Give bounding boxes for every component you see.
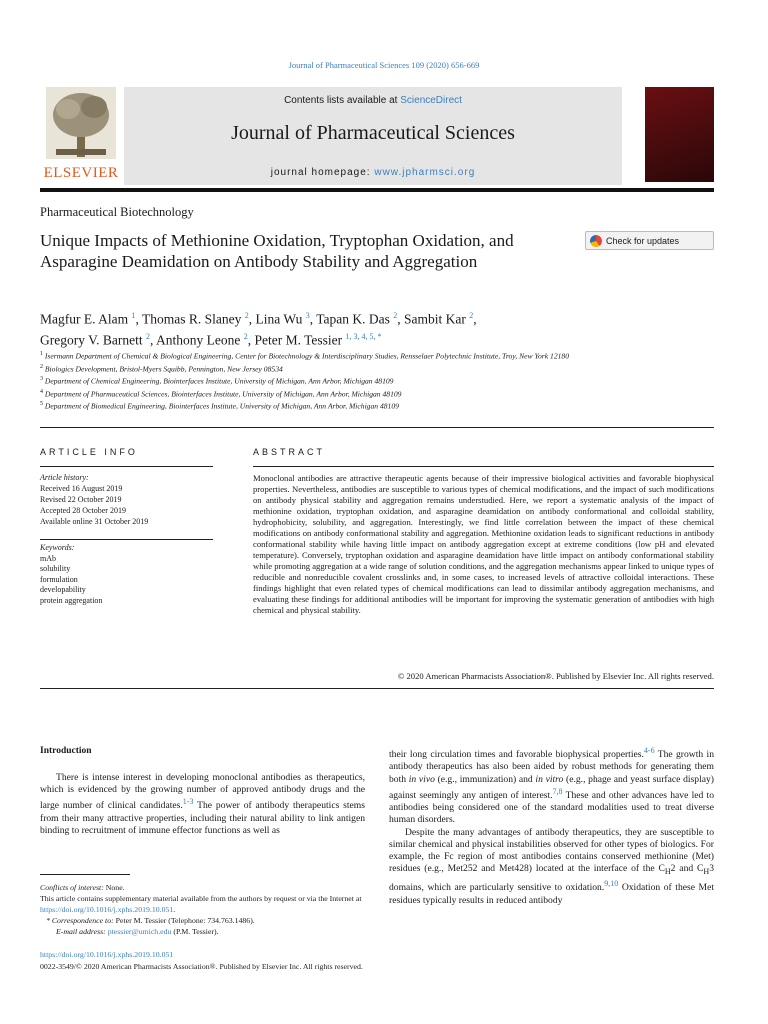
publisher-logo-text: ELSEVIER (43, 165, 119, 181)
journal-citation-link[interactable]: Journal of Pharmaceutical Sciences 109 (2020) 656-669 (288, 60, 480, 70)
keyword-item: formulation (40, 574, 78, 584)
author-name[interactable]: Thomas R. Slaney (142, 311, 242, 327)
author-list: Magfur E. Alam $^1$, Thomas R. Slaney $^2$, Lina Wu $^3$, Tapan K. Das $^2$, Sambit Kar $^2$, Gregory V. Barnett $^2$, Anthony Leone $^2$, Peter M. Tessier $^{1, 3, 4, 5, *}$ (40, 311, 477, 347)
article-info-heading: ARTICLE INFO (40, 447, 138, 457)
author-affil-ref[interactable]: 3 (305, 311, 310, 320)
contents-prefix: Contents lists available at (284, 95, 401, 106)
article-history (40, 472, 148, 527)
keyword-item: solubility (40, 564, 71, 573)
footnote-correspondence: * Correspondence to: Peter M. Tessier (Telephone: 734.763.1486). (46, 916, 255, 925)
history-item: Accepted 28 October 2019 (40, 506, 126, 515)
author-name[interactable]: Peter M. Tessier (254, 332, 343, 347)
header-divider (40, 188, 714, 192)
article-title: Unique Impacts of Methionine Oxidation, Tryptophan Oxidation, and Asparagine Deamidation on Antibody Stability and Aggregation (40, 231, 514, 271)
body-left-column: There is intense interest in developing monoclonal antibodies as therapeutics, which is evidenced by the growing number of approved antibody drugs and the large number of clinical candidates.$^{1-3}$ The power of antibody therapeutics stems from their many attractive properties, including their natural ability to link antigen binding to recruitment of immune effector functions as well as (40, 772, 366, 836)
author-affil-ref[interactable]: 1, 3, 4, 5, * (345, 331, 382, 341)
homepage-line (124, 167, 622, 178)
abstract-heading: ABSTRACT (253, 447, 326, 457)
paragraph: Despite the many advantages of antibody therapeutics, they are susceptible to similar chemical and physical instabilities observed for other types of biologics. For example, the Fc region of most antibodies contains conserved methionine (Met) residues (e.g., Met252 and Met428) located at the interface of the $C_H2$ and $C_H3$ domains, which are particularly sensitive to oxidation.$^{9,10}$ Oxidation of these Met residues typically results in reduced antibody (389, 826, 714, 906)
contents-line (124, 95, 622, 106)
doi-link[interactable]: https://doi.org/10.1016/j.xphs.2019.10.051 (40, 950, 174, 959)
email-link[interactable]: ptessier@umich.edu (107, 927, 172, 936)
citation-ref[interactable]: 7,8 (552, 786, 563, 796)
author-affil-ref[interactable]: 1 (131, 311, 136, 320)
citation-ref[interactable]: 9,10 (604, 879, 619, 889)
affiliation-item: $^4$ Department of Pharmaceutical Sciences, Biointerfaces Institute, University of Michigan, Ann Arbor, Michigan 48109 (40, 388, 402, 399)
keyword-item: protein aggregation (40, 595, 103, 605)
affiliation-item: $^3$ Department of Chemical Engineering, Biointerfaces Institute, University of Michigan, Ann Arbor, Michigan 48109 (40, 376, 394, 386)
issn-copyright: 0022-3549/© 2020 American Pharmacists Association®. Published by Elsevier Inc. All rights reserved. (40, 962, 363, 971)
author-name[interactable]: Gregory V. Barnett (40, 332, 143, 347)
divider (40, 427, 714, 428)
citation-ref[interactable]: 4-6 (643, 746, 655, 755)
divider (253, 466, 714, 467)
author-name[interactable]: Sambit Kar (404, 311, 466, 327)
abstract-copyright: © 2020 American Pharmacists Association®. Published by Elsevier Inc. All rights reserved. (397, 671, 714, 681)
author-name[interactable]: Anthony Leone (156, 332, 241, 347)
check-updates-label: Check for updates (606, 235, 680, 246)
journal-name: Journal of Pharmaceutical Sciences (231, 122, 515, 144)
author-affil-ref[interactable]: 2 (243, 331, 248, 341)
divider (40, 466, 213, 467)
journal-cover-thumbnail[interactable] (645, 87, 714, 182)
affiliation-item: $^5$ Department of Biomedical Engineering, Biointerfaces Institute, University of Michigan, Ann Arbor, Michigan 48109 (40, 401, 399, 411)
keyword-item: mAb (40, 553, 56, 563)
paragraph: their long circulation times and favorable biophysical properties.$^{4-6}$ The growth in antibody therapeutics has also been aided by robust methods for generating them both in vivo (e.g., immunization) and in vitro (e.g., phage and yeast surface display) against seemingly any antigen of interest.$^{7,8}$ These and other advances have led to antibodies being considered one of the standard modalities used to treat diverse human disorders. (389, 746, 714, 826)
affiliation-item: $^2$ Biologics Development, Bristol-Myers Squibb, Pennington, New Jersey 08534 (40, 363, 283, 374)
divider (40, 539, 213, 540)
affiliation-list (40, 349, 680, 412)
supplementary-doi-link[interactable]: https://doi.org/10.1016/j.xphs.2019.10.051 (40, 905, 174, 914)
sciencedirect-link[interactable]: ScienceDirect (400, 95, 462, 106)
homepage-prefix: journal homepage: (270, 167, 375, 178)
affiliation-item: $^1$ Isermann Department of Chemical & Biological Engineering, Center for Biotechnology & Interdisciplinary Studies, Rensselaer Polytechnic Institute, Troy, New York 12180 (40, 351, 570, 361)
footnote-supplementary: This article contains supplementary material available from the authors by request or via the Internet at https://doi.org/10.1016/j.xphs.2019.10.051. (40, 894, 362, 914)
author-affil-ref[interactable]: 2 (244, 311, 249, 320)
footnote-divider (40, 874, 130, 875)
keywords (40, 543, 102, 606)
author-name[interactable]: Magfur E. Alam (40, 311, 129, 327)
author-name[interactable]: Tapan K. Das (316, 311, 390, 327)
history-item: Received 16 August 2019 (40, 484, 123, 493)
crossmark-icon (590, 235, 602, 247)
history-item: Revised 22 October 2019 (40, 495, 122, 504)
author-affil-ref[interactable]: 2 (469, 311, 474, 320)
keywords-label: Keywords: (40, 543, 75, 552)
homepage-link[interactable]: www.jpharmsci.org (374, 167, 476, 178)
history-label: Article history: (40, 473, 89, 482)
citation-ref[interactable]: 1-3 (182, 797, 194, 807)
elsevier-tree-icon (46, 87, 116, 159)
footnotes (40, 882, 370, 937)
abstract-text: Monoclonal antibodies are attractive therapeutic agents because of their impressive biological activities and favorable biophysical properties. Nevertheless, antibodies are susceptible to various types of chemical modifications, and the impact of such modifications on antibody physical stability and aggregation remains understudied. Here, we report a systematic analysis of the impact of methionine oxidation, tryptophan oxidation, and asparagine deamidation on antibody conformational and colloidal stability, hydrophobicity, solubility, and aggregation. Interestingly, we find little correlation between the impact of these chemical modifications on antibody conformational stability and aggregation. Methionine oxidation leads to significant reductions in antibody conformational stability while having little impact on antibody aggregation except at extreme conditions (low pH and elevated temperature). Conversely, tryptophan oxidation and asparagine deamidation have little impact on antibody conformational stability while promoting aggregation at a wide range of solution conditions, and the aggregation mechanisms appear linked to unique types of reducible and nonreducible covalent crosslinks and, in some cases, to increased levels of attractive colloidal interactions. These findings highlight that even related types of chemical modifications can lead to dissimilar antibody aggregation mechanisms, and evaluating these findings for additional antibodies will be important for improving the systematic generation of antibodies with high chemical and physical stability. (253, 473, 714, 615)
journal-header-box (124, 87, 622, 185)
body-right-column (389, 745, 714, 907)
elsevier-logo[interactable] (40, 87, 122, 185)
divider (40, 688, 714, 689)
check-for-updates-button[interactable] (585, 231, 714, 250)
footnote-email: E-mail address: ptessier@umich.edu (P.M. Tessier). (56, 927, 219, 936)
keyword-item: developability (40, 585, 86, 594)
section-label: Pharmaceutical Biotechnology (40, 205, 194, 219)
history-item: Available online 31 October 2019 (40, 517, 149, 526)
introduction-heading: Introduction (40, 746, 92, 756)
author-affil-ref[interactable]: 2 (393, 311, 398, 320)
footnote-coi: Conflicts of interest: None. (40, 883, 125, 892)
author-name[interactable]: Lina Wu (255, 311, 303, 327)
author-affil-ref[interactable]: 2 (145, 331, 150, 341)
